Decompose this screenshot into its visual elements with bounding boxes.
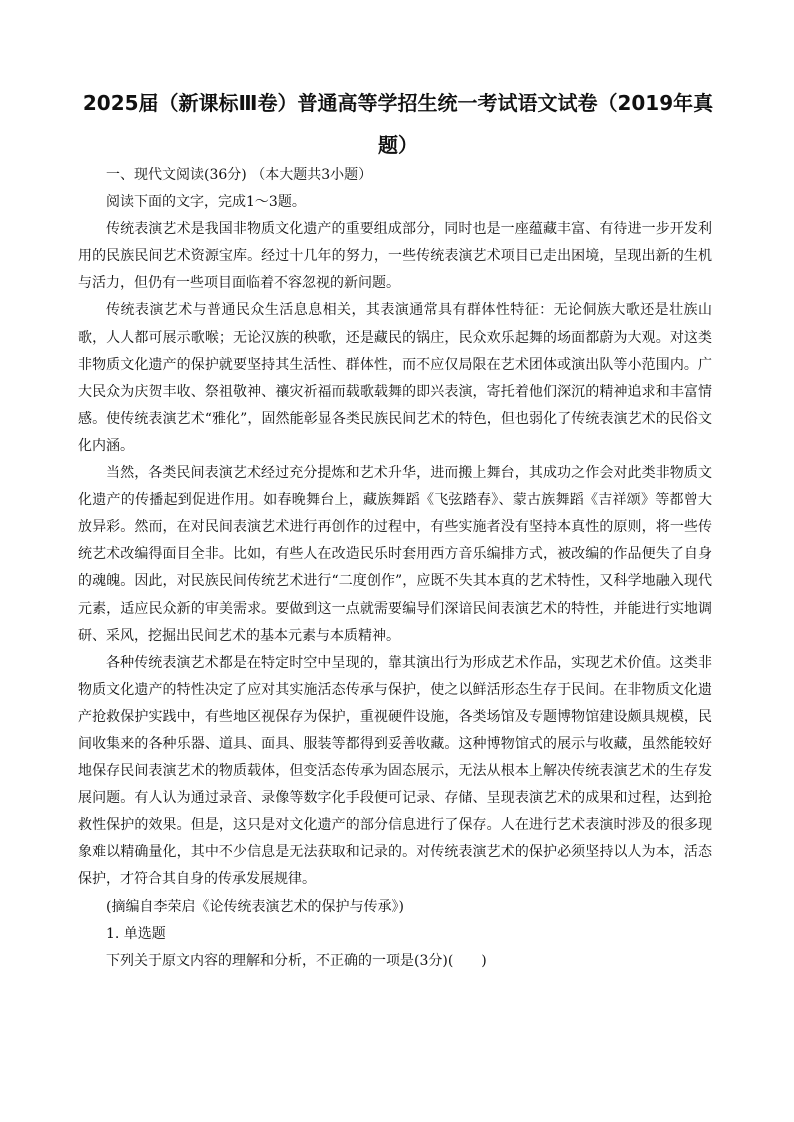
reading-section: [78, 162, 712, 975]
passage-paragraph-1: 传统表演艺术是我国非物质文化遗产的重要组成部分，同时也是一座蕴藏丰富、有待进一步开发利用的民族民间艺术资源宝库。经过十几年的努力，一些传统表演艺术项目已走出困境，呈现出新的生机与活力，但仍有一些项目面临着不容忽视的新问题。: [78, 221, 712, 292]
passage-paragraph-2: 传统表演艺术与普通民众生活息息相关，其表演通常具有群体性特征：无论侗族大歌还是壮族山歌，人人都可展示歌喉；无论汉族的秧歌，还是藏民的锅庄，民众欢乐起舞的场面都蔚为大观。对这类非物质文化遗产的保护就要坚持其生活性、群体性，而不应仅局限在艺术团体或演出队等小范围内。广大民众为庆贺丰收、祭祖敬神、禳灾祈福而载歌载舞的即兴表演，寄托着他们深沉的精神追求和丰富情感。使传统表演艺术“雅化”，固然能彰显各类民族民间艺术的特色，但也弱化了传统表演艺术的民俗文化内涵。: [78, 302, 712, 454]
section-heading: 一、现代文阅读(36分) （本大题共3小题）: [106, 167, 373, 183]
passage-paragraph-4: 各种传统表演艺术都是在特定时空中呈现的，靠其演出行为形成艺术作品，实现艺术价值。这类非物质文化遗产的特性决定了应对其实施活态传承与保护，使之以鲜活形态生存于民间。在非物质文化遗产抢救保护实践中，有些地区视保存为保护，重视硬件设施，各类场馆及专题博物馆建设颇具规模，民间收集来的各种乐器、道具、面具、服装等都得到妥善收藏。这种博物馆式的展示与收藏，虽然能较好地保存民间表演艺术的物质载体，但变活态传承为固态展示，无法从根本上解决传统表演艺术的生存发展问题。有人认为通过录音、录像等数字化手段便可记录、存储、呈现表演艺术的成果和过程，达到抢救性保护的效果。但是，这只是对文化遗产的部分信息进行了保存。人在进行艺术表演时涉及的很多现象难以精确量化，其中不少信息是无法获取和记录的。对传统表演艺术的保护必须坚持以人为本，活态保护，才符合其自身的传承发展规律。: [78, 654, 712, 888]
question-type-label: 1. 单选题: [106, 925, 166, 942]
question-stem: 下列关于原文内容的理解和分析，不正确的一项是(3分)( ): [106, 952, 487, 969]
exam-title: 2025届（新课标Ⅲ卷）普通高等学招生统一考试语文试卷（2019年真题）: [82, 91, 714, 157]
reading-instruction: 阅读下面的文字，完成1～3题。: [106, 194, 306, 211]
passage-source: (摘编自李荣启《论传统表演艺术的保护与传承》): [106, 898, 404, 915]
passage-paragraph-3: 当然，各类民间表演艺术经过充分提炼和艺术升华，进而搬上舞台，其成功之作会对此类非物质文化遗产的传播起到促进作用。如春晚舞台上，藏族舞蹈《飞弦踏春》、蒙古族舞蹈《吉祥颂》等都曾大放异彩。然而，在对民间表演艺术进行再创作的过程中，有些实施者没有坚持本真性的原则，将一些传统艺术改编得面目全非。比如，有些人在改造民乐时套用西方音乐编排方式，被改编的作品便失了自身的魂魄。因此，对民族民间传统艺术进行“二度创作”，应既不失其本真的艺术特性，又科学地融入现代元素，适应民众新的审美需求。要做到这一点就需要编导们深谙民间表演艺术的特性，并能进行实地调研、采风，挖掘出民间艺术的基本元素与本质精神。: [78, 465, 712, 644]
